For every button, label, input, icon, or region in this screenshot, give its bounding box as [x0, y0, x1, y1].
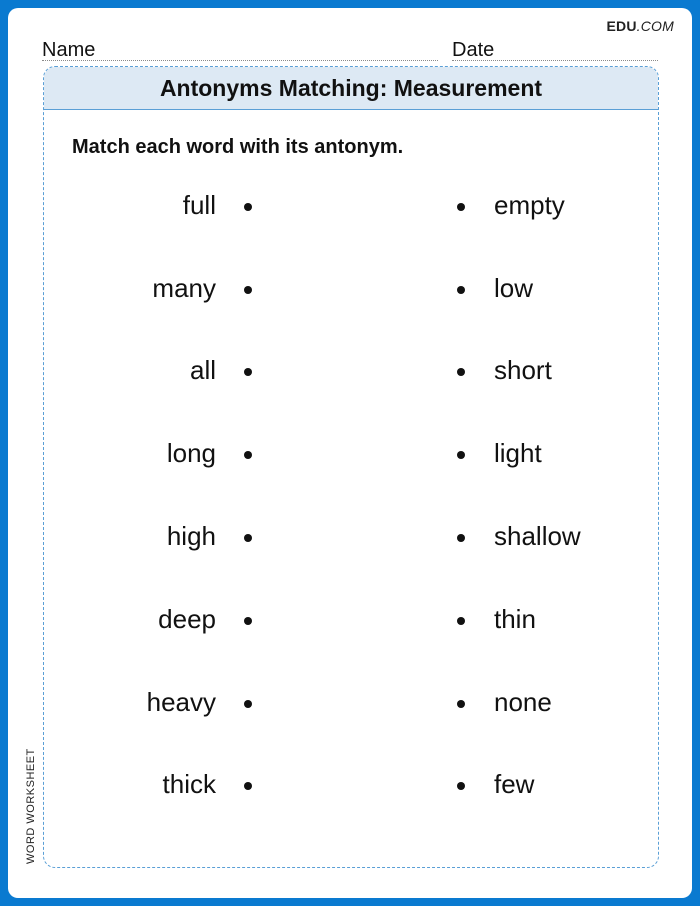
date-label: Date: [452, 39, 495, 61]
right-word: low: [494, 273, 534, 303]
right-match-dot[interactable]: [457, 286, 465, 294]
match-row: [44, 604, 658, 644]
left-match-dot[interactable]: [244, 700, 252, 708]
left-word: many: [152, 273, 216, 303]
exercise-panel: [43, 66, 659, 868]
left-word: heavy: [146, 687, 216, 717]
left-word: all: [189, 355, 216, 385]
match-row: [44, 438, 658, 478]
side-label: WORD WORKSHEET: [25, 748, 37, 864]
match-row: [44, 687, 658, 727]
left-match-dot[interactable]: [244, 368, 252, 376]
left-match-dot[interactable]: [244, 534, 252, 542]
match-row: [44, 769, 658, 809]
instructions: Match each word with its antonym.: [72, 136, 404, 158]
right-match-dot[interactable]: [457, 617, 465, 625]
left-word: long: [166, 438, 216, 468]
right-match-dot[interactable]: [457, 534, 465, 542]
brand-text: EDU: [606, 18, 637, 34]
left-match-dot[interactable]: [244, 286, 252, 294]
right-match-dot[interactable]: [457, 782, 465, 790]
match-row: [44, 355, 658, 395]
match-row: [44, 521, 658, 561]
right-match-dot[interactable]: [457, 203, 465, 211]
worksheet-title: Antonyms Matching: Measurement: [159, 74, 543, 101]
right-match-dot[interactable]: [457, 700, 465, 708]
right-match-dot[interactable]: [457, 451, 465, 459]
date-field[interactable]: [452, 38, 658, 61]
right-word: thin: [494, 604, 536, 634]
brand-logo: [606, 18, 674, 34]
left-match-dot[interactable]: [244, 451, 252, 459]
left-word: high: [166, 521, 216, 551]
left-match-dot[interactable]: [244, 782, 252, 790]
left-word: full: [182, 190, 216, 220]
right-match-dot[interactable]: [457, 368, 465, 376]
right-word: few: [494, 769, 535, 799]
left-match-dot[interactable]: [244, 617, 252, 625]
left-word: thick: [162, 769, 216, 799]
match-row: [44, 190, 658, 230]
right-word: shallow: [494, 521, 581, 551]
name-label: Name: [42, 39, 96, 61]
right-word: light: [494, 438, 542, 468]
right-word: short: [494, 355, 552, 385]
match-row: [44, 273, 658, 313]
left-word: deep: [158, 604, 216, 634]
worksheet-page: [8, 8, 692, 898]
right-word: none: [494, 687, 552, 717]
right-word: empty: [494, 190, 565, 220]
panel-header: [44, 67, 658, 110]
brand-suffix: .COM: [636, 18, 674, 34]
left-match-dot[interactable]: [244, 203, 252, 211]
name-field[interactable]: [42, 38, 438, 61]
